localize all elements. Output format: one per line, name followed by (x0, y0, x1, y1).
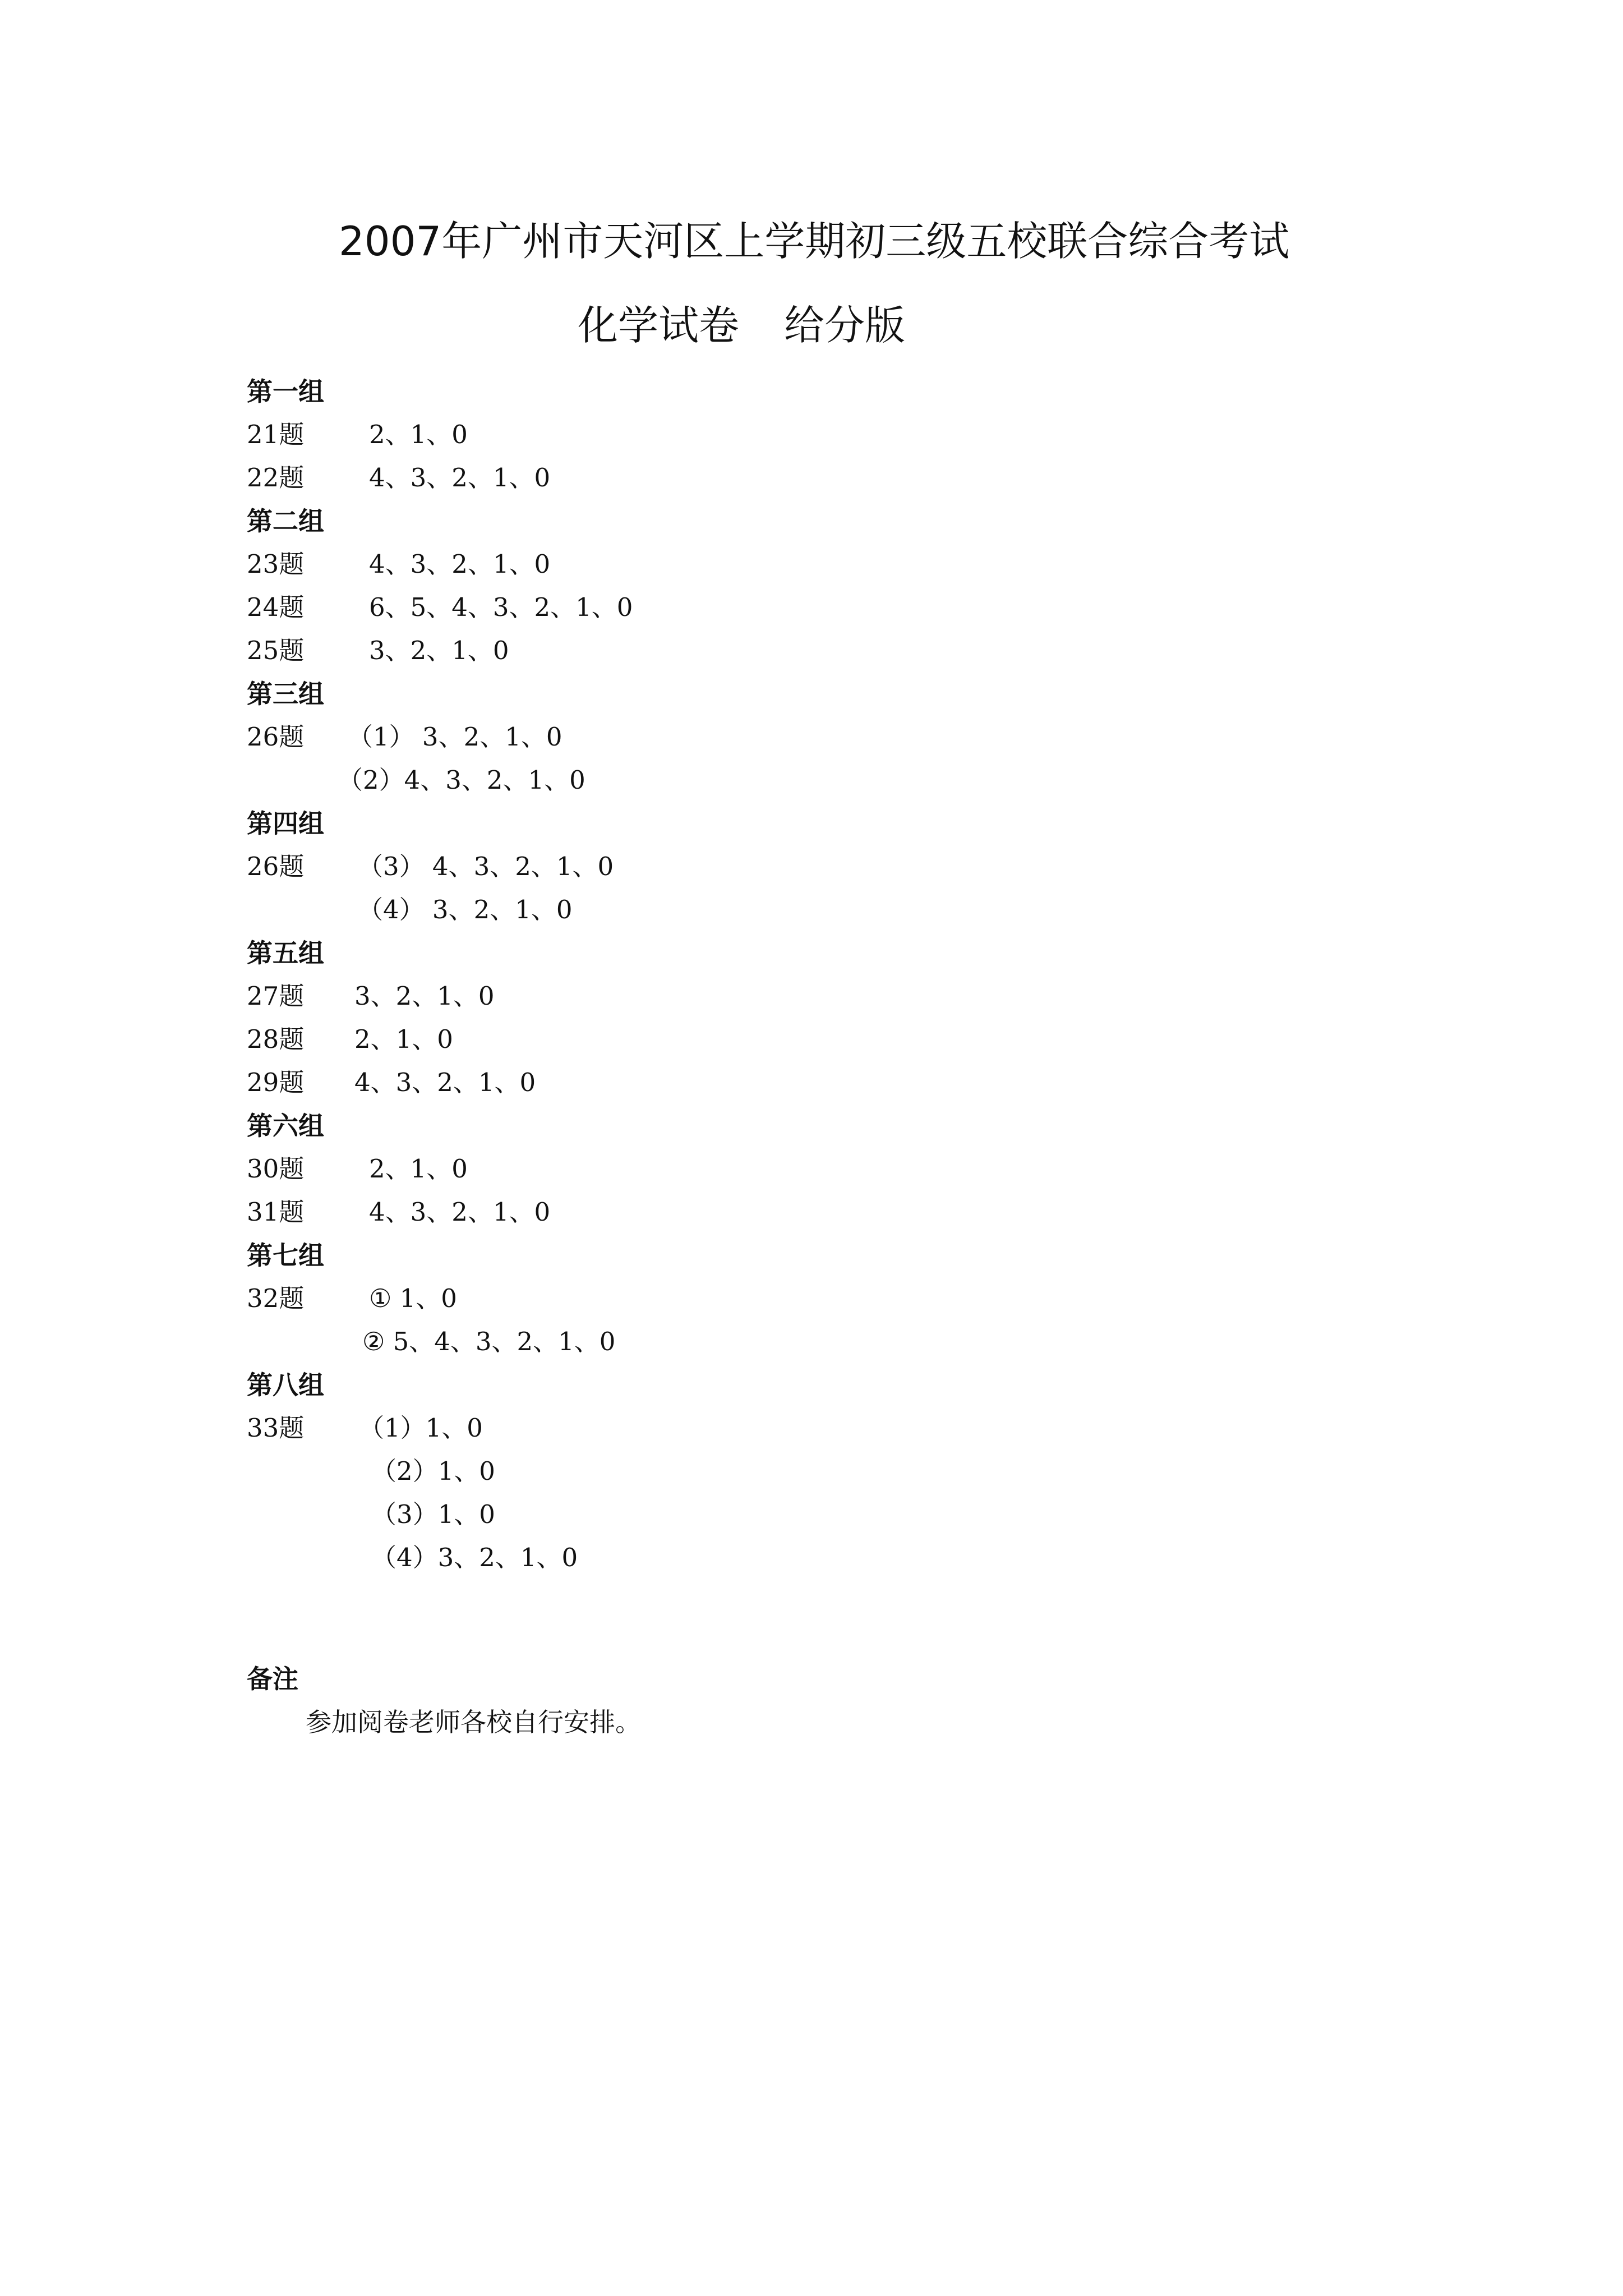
score-values: （4） 3、2、1、0 (358, 895, 573, 924)
question-label: 23题 (247, 549, 305, 579)
question-label: 22题 (247, 463, 305, 493)
subtitle-version: 给分版 (784, 302, 906, 349)
score-values: （4）3、2、1、0 (371, 1543, 578, 1572)
score-row (247, 1325, 695, 1359)
score-row (247, 763, 695, 797)
score-row (247, 1282, 695, 1315)
score-values: 3、2、1、0 (369, 636, 509, 665)
score-values: 4、3、2、1、0 (369, 463, 551, 493)
score-row (247, 1455, 695, 1488)
score-row (247, 850, 695, 884)
group-heading-8: 第八组 (247, 1370, 324, 1400)
score-row (247, 720, 695, 754)
score-row (247, 418, 695, 452)
question-label: 31题 (247, 1197, 305, 1227)
score-values: 6、5、4、3、2、1、0 (369, 592, 633, 622)
score-row (247, 1066, 695, 1099)
score-row (247, 979, 695, 1013)
title-line-1: 2007年广州市天河区上学期初三级五校联合综合考试 (339, 218, 1290, 265)
score-values: 3、2、1、0 (354, 981, 495, 1011)
score-row (247, 547, 695, 581)
question-label: 27题 (247, 981, 305, 1011)
score-row (247, 1498, 695, 1531)
score-values: （1） 3、2、1、0 (348, 722, 562, 752)
score-row (247, 1195, 695, 1229)
question-label: 25题 (247, 636, 305, 665)
score-values: 2、1、0 (354, 1024, 453, 1054)
question-label: 24题 (247, 592, 305, 622)
score-values: （2）1、0 (371, 1456, 495, 1486)
question-label: 28题 (247, 1024, 305, 1054)
score-values: 2、1、0 (369, 420, 468, 449)
group-heading-5: 第五组 (247, 938, 324, 968)
score-values: ① 1、0 (369, 1283, 457, 1313)
score-row (247, 1152, 695, 1186)
subtitle-subject: 化学试卷 (578, 302, 740, 349)
score-values: 4、3、2、1、0 (354, 1068, 536, 1097)
group-heading-2: 第二组 (247, 506, 324, 536)
note-heading: 备注 (247, 1664, 298, 1694)
score-row (247, 1411, 695, 1445)
score-values: 4、3、2、1、0 (369, 1197, 551, 1227)
group-heading-1: 第一组 (247, 376, 324, 407)
score-values: 2、1、0 (369, 1154, 468, 1184)
score-values: （1）1、0 (359, 1413, 483, 1443)
group-heading-7: 第七组 (247, 1240, 324, 1271)
question-label: 32题 (247, 1283, 305, 1313)
score-row (247, 634, 695, 668)
question-label: 26题 (247, 722, 305, 752)
question-label: 21题 (247, 420, 305, 449)
question-label: 33题 (247, 1413, 305, 1443)
score-row (247, 1023, 695, 1056)
note-text: 参加阅卷老师各校自行安排。 (306, 1707, 641, 1737)
score-values: 4、3、2、1、0 (369, 549, 551, 579)
score-row (247, 591, 695, 624)
score-values: （3） 4、3、2、1、0 (358, 852, 614, 881)
question-label: 30题 (247, 1154, 305, 1184)
group-heading-3: 第三组 (247, 679, 324, 709)
score-values: ② 5、4、3、2、1、0 (362, 1327, 616, 1356)
score-row (247, 1541, 695, 1575)
score-row (247, 893, 695, 927)
score-values: （3）1、0 (371, 1499, 495, 1529)
group-heading-4: 第四组 (247, 808, 324, 839)
question-label: 29题 (247, 1068, 305, 1097)
question-label: 26题 (247, 852, 305, 881)
group-heading-6: 第六组 (247, 1111, 324, 1141)
score-row (247, 461, 695, 495)
score-values: （2）4、3、2、1、0 (338, 765, 585, 795)
